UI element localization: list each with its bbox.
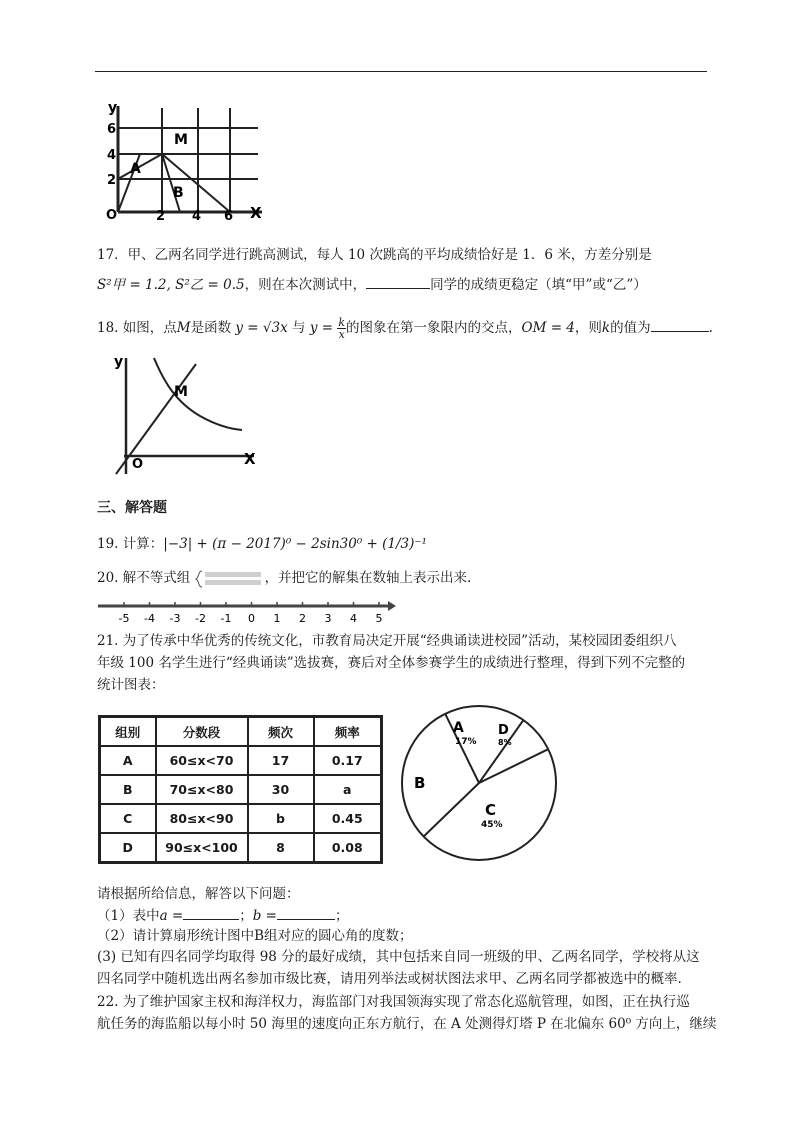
pie-label-B: B (414, 774, 426, 792)
q18-answer-blank[interactable] (651, 317, 709, 332)
q21-part3-line1: (3) 已知有四名同学均取得 98 分的最好成绩，其中包括来自同一班级的甲、乙两名同学，学校将从这 (97, 949, 700, 965)
q21-line2: 年级 100 名学生进行“经典诵读”选拔赛，赛后对全体参赛学生的成绩进行整理，得到下列不完整的 (97, 655, 686, 671)
q18-frac-den: x (338, 328, 345, 341)
hyperbola-graph-figure (104, 352, 264, 478)
pie-label-C: C (485, 801, 497, 819)
frequency-table (98, 715, 383, 864)
q18-point-M: M (176, 320, 191, 336)
pie-slice-boundary (424, 783, 479, 837)
q18-mid4: ，则 (574, 320, 602, 336)
number-line-label: -2 (195, 612, 206, 625)
number-line-label: -4 (144, 612, 155, 625)
tick-y-2: 2 (107, 173, 117, 188)
number-line-label: 4 (350, 612, 357, 625)
q21-p1-sep2: ； (335, 908, 349, 924)
pie-label-A: A (453, 720, 464, 736)
header-score-range: 分数段 (156, 717, 248, 747)
number-line-label: -3 (169, 612, 181, 625)
pie-pct-A: 17% (455, 737, 477, 747)
q17-answer-blank[interactable] (366, 274, 430, 289)
table-row (100, 775, 382, 804)
q19-prefix: 19. 计算： (97, 536, 164, 552)
pie-label-D: D (498, 723, 509, 738)
number-line-label: 5 (375, 612, 383, 625)
table-row (100, 804, 382, 833)
q21-part2: （2）请计算扇形统计图中B组对应的圆心角的度数； (97, 928, 413, 944)
table-header-row (100, 717, 382, 747)
q18-mid3: 的图象在第一象限内的交点， (346, 320, 522, 336)
q17-text-b: ，则在本次测试中， (244, 277, 367, 293)
table-cell: C (100, 804, 156, 833)
table-cell: 17 (248, 746, 314, 775)
q19-expression: |−3| + (π − 2017)⁰ − 2sin30⁰ + (1/3)⁻¹ (163, 536, 427, 552)
number-line-label: -5 (118, 612, 130, 625)
tick-x-2: 2 (156, 209, 166, 222)
table-cell: 8 (248, 833, 314, 863)
table-cell: B (100, 775, 156, 804)
q19-line (97, 534, 427, 554)
q18-frac-num: k (338, 316, 346, 329)
table-cell: 90≤x<100 (156, 833, 248, 863)
q21-intro: 请根据所给信息，解答以下问题： (97, 886, 300, 902)
table-cell: 70≤x<80 (156, 775, 248, 804)
q17-variance-formula: S²甲 = 1.2, S²乙 = 0.5 (97, 277, 245, 293)
table-cell: 0.08 (314, 833, 382, 863)
q21-line1: 21. 为了传承中华优秀的传统文化，市教育局决定开展“经典诵读进校园”活动，某校园团委组织八 (97, 633, 677, 649)
origin-label: O (132, 457, 144, 472)
number-line-label: 0 (248, 612, 255, 625)
pie-pct-C: 45% (481, 820, 503, 830)
q18-function-1: y = √3x (235, 320, 288, 336)
point-A-label: A (130, 161, 141, 177)
table-cell: 0.17 (314, 746, 382, 775)
q18-prefix: 18. 如图，点 (97, 320, 177, 336)
grid-graph-figure (100, 98, 270, 222)
table-cell: a (314, 775, 382, 804)
q21-part1 (97, 905, 349, 926)
pie-slice-boundary (479, 749, 548, 783)
q21-a-blank[interactable] (183, 905, 239, 920)
q22-line2: 航任务的海监船以每小时 50 海里的速度向正东方航行，在 A 处测得灯塔 P 在北偏东 60⁰ 方向上，继续 (97, 1016, 717, 1032)
table-cell: 60≤x<70 (156, 746, 248, 775)
q18-suffix: 的值为 (610, 320, 651, 336)
q18-line (97, 317, 713, 340)
q17-line2 (97, 274, 647, 295)
tick-y-4: 4 (107, 148, 117, 163)
point-M-label: M (174, 132, 188, 148)
number-line-label: 3 (324, 612, 332, 625)
q21-p1-prefix: （1）表中 (97, 908, 160, 924)
pie-chart (396, 703, 566, 863)
q18-om: OM = 4 (521, 320, 575, 336)
q17-line1: 17．甲、乙两名同学进行跳高测试，每人 10 次跳高的平均成绩恰好是 1．6 米，方差分别是 (97, 247, 652, 263)
top-rule (95, 71, 707, 72)
q21-p1-sep1: ； (239, 908, 253, 924)
q20-suffix: ，并把它的解集在数轴上表示出来. (264, 570, 472, 586)
q20-prefix: 20. 解不等式组 (97, 570, 191, 586)
axis-y-label: y (108, 100, 118, 116)
q21-p1-b-label: b = (252, 908, 277, 924)
q18-mid2: 与 (292, 320, 306, 336)
table-cell: 80≤x<90 (156, 804, 248, 833)
header-group: 组别 (100, 717, 156, 747)
q22-line1: 22. 为了维护国家主权和海洋权力，海监部门对我国领海实现了常态化巡航管理，如图，正在执行巡 (97, 994, 690, 1010)
q20-inequality-system-image (195, 570, 265, 588)
axis-x-label: X (250, 204, 262, 222)
q21-line3: 统计图表： (97, 677, 165, 693)
q18-mid1: 是函数 (190, 320, 232, 336)
tick-x-6: 6 (224, 209, 234, 222)
q21-p1-a-label: a = (159, 908, 184, 924)
q18-k: k (601, 320, 611, 336)
table-row (100, 746, 382, 775)
origin-label: O (106, 208, 118, 222)
q21-b-blank[interactable] (277, 905, 335, 920)
pie-pct-D: 8% (498, 738, 512, 747)
q17-text-c: 同学的成绩更稳定（填“甲”或“乙”） (430, 277, 647, 293)
section-title: 三、解答题 (97, 500, 167, 516)
tick-x-4: 4 (192, 209, 202, 222)
header-count: 频次 (248, 717, 314, 747)
table-cell: D (100, 833, 156, 863)
point-B-label: B (173, 185, 184, 201)
table-cell: b (248, 804, 314, 833)
q18-end: . (708, 320, 713, 336)
number-line-label: 1 (273, 612, 281, 625)
q20-line (97, 568, 471, 588)
point-M-label: M (174, 384, 188, 400)
number-line-label: 2 (299, 612, 306, 625)
axis-y-label: y (114, 354, 124, 370)
table-cell: 30 (248, 775, 314, 804)
table-cell: 0.45 (314, 804, 382, 833)
axis-x-label: X (244, 450, 256, 468)
q18-function-2-left: y = (309, 320, 334, 336)
q21-part3-line2: 四名同学中随机选出两名参加市级比赛，请用列举法或树状图法求甲、乙两名同学都被选中的概率. (97, 971, 682, 987)
table-cell: A (100, 746, 156, 775)
q18-fraction-k-over-x (337, 317, 346, 340)
number-line-label: -1 (220, 612, 232, 625)
tick-y-6: 6 (107, 122, 117, 137)
table-row (100, 833, 382, 863)
header-frequency: 频率 (314, 717, 382, 747)
number-line-figure (96, 598, 396, 626)
